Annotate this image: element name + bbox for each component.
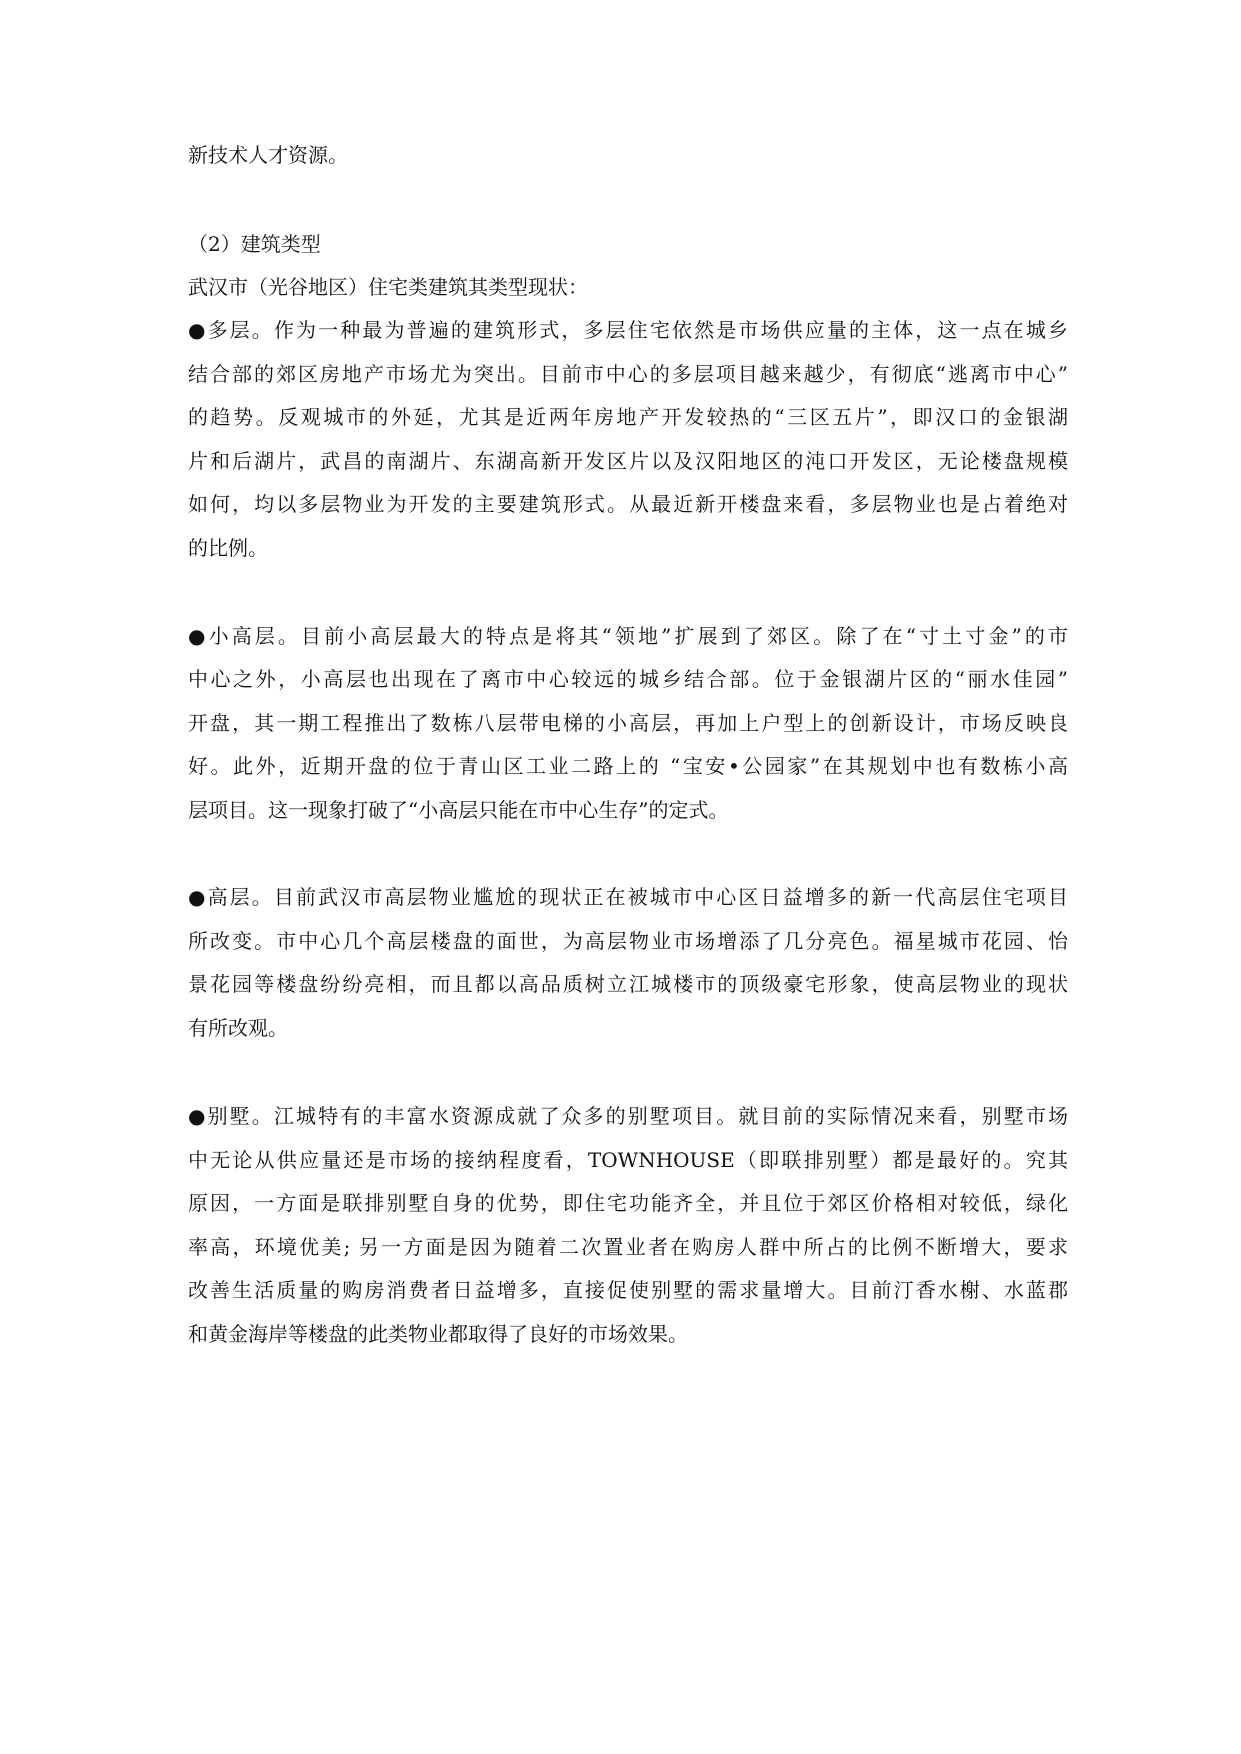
paragraph-line: 层项目。这一现象打破了“小高层只能在市中心生存”的定式。 xyxy=(188,798,729,822)
paragraph-line: 改善生活质量的购房消费者日益增多，直接促使别墅的需求量增大。目前汀香水榭、水蓝郡 xyxy=(188,1278,1068,1302)
paragraph-line: 景花园等楼盘纷纷亮相，而且都以高品质树立江城楼市的顶级豪宅形象，使高层物业的现状 xyxy=(188,972,1068,996)
paragraph-line: 的趋势。反观城市的外延，尤其是近两年房地产开发较热的“三区五片”，即汉口的金银湖 xyxy=(188,405,1068,429)
paragraph-line: 好。此外，近期开盘的位于青山区工业二路上的 “宝安•公园家”在其规划中也有数栋小高 xyxy=(188,754,1068,778)
paragraph-line: 片和后湖片，武昌的南湖片、东湖高新开发区片以及汉阳地区的沌口开发区，无论楼盘规模 xyxy=(188,449,1068,473)
paragraph-line: ●别墅。江城特有的丰富水资源成就了众多的别墅项目。就目前的实际情况来看，别墅市场 xyxy=(188,1104,1068,1128)
intro-tail-text: 新技术人才资源。 xyxy=(188,143,348,167)
section-heading: （2）建筑类型 xyxy=(188,232,321,256)
paragraph-line: ●小高层。目前小高层最大的特点是将其“领地”扩展到了郊区。除了在“寸土寸金”的市 xyxy=(188,624,1068,648)
paragraph-line: 原因，一方面是联排别墅自身的优势，即住宅功能齐全，并且位于郊区价格相对较低，绿化 xyxy=(188,1191,1068,1215)
paragraph-line: 如何，均以多层物业为开发的主要建筑形式。从最近新开楼盘来看，多层物业也是占着绝对 xyxy=(188,492,1068,516)
paragraph-line: 和黄金海岸等楼盘的此类物业都取得了良好的市场效果。 xyxy=(188,1322,688,1346)
paragraph-line: 所改变。市中心几个高层楼盘的面世，为高层物业市场增添了几分亮色。福星城市花园、怡 xyxy=(188,929,1068,953)
paragraph-line: 的比例。 xyxy=(188,536,268,560)
paragraph-line: 有所改观。 xyxy=(188,1016,288,1040)
paragraph-line: ●高层。目前武汉市高层物业尴尬的现状正在被城市中心区日益增多的新一代高层住宅项目 xyxy=(188,885,1068,909)
paragraph-line: 开盘，其一期工程推出了数栋八层带电梯的小高层，再加上户型上的创新设计，市场反映良 xyxy=(188,711,1068,735)
paragraph-line: 中无论从供应量还是市场的接纳程度看，TOWNHOUSE（即联排别墅）都是最好的。究其 xyxy=(188,1148,1068,1172)
document-page xyxy=(188,0,1068,1754)
paragraph-line: 中心之外，小高层也出现在了离市中心较远的城乡结合部。位于金银湖片区的“丽水佳园” xyxy=(188,667,1068,691)
paragraph-line: 率高，环境优美; 另一方面是因为随着二次置业者在购房人群中所占的比例不断增大，要求 xyxy=(188,1235,1068,1259)
section-intro: 武汉市（光谷地区）住宅类建筑其类型现状： xyxy=(188,275,588,299)
paragraph-line: ●多层。作为一种最为普遍的建筑形式，多层住宅依然是市场供应量的主体，这一点在城乡 xyxy=(188,318,1068,342)
paragraph-line: 结合部的郊区房地产市场尤为突出。目前市中心的多层项目越来越少，有彻底“逃离市中心” xyxy=(188,362,1068,386)
